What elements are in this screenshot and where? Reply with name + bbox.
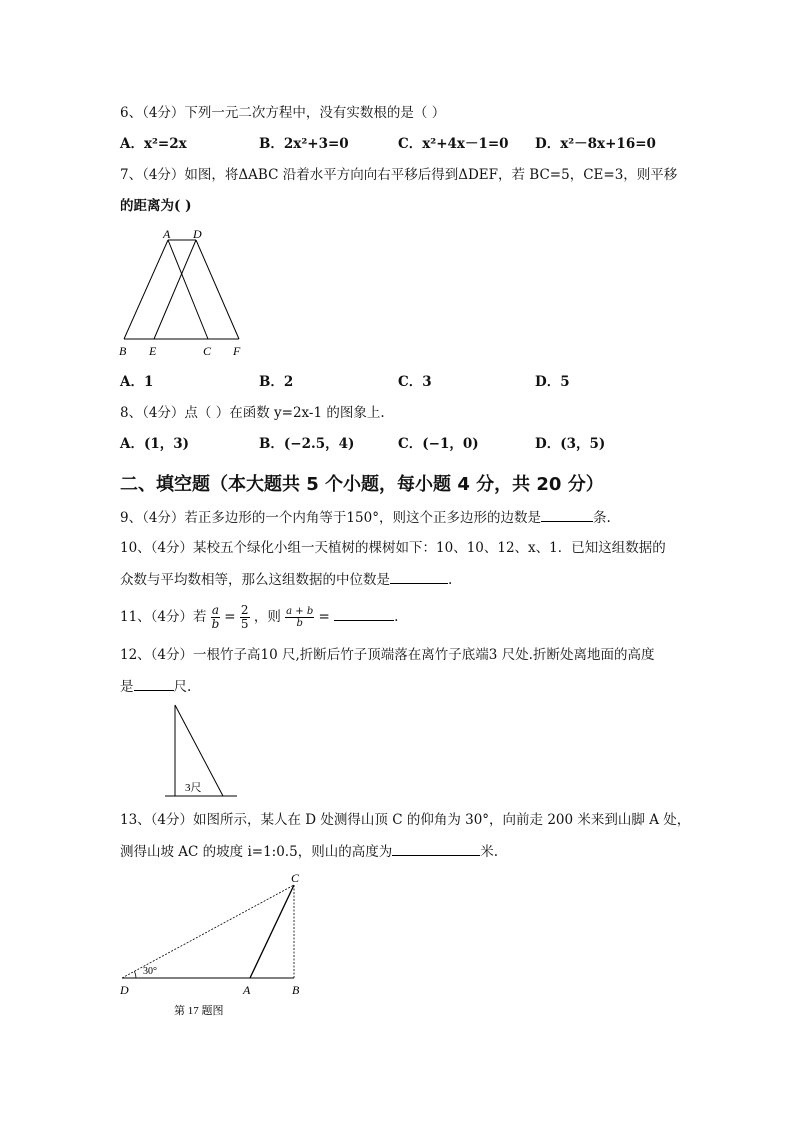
q8-option-c: C．(−1，0)	[398, 436, 479, 452]
q11-fraction-a-b	[211, 604, 220, 631]
q7-option-c: C．3	[398, 374, 432, 390]
q7-stem-line2: 的距离为( )	[120, 198, 192, 214]
q13-label-c: C	[291, 871, 300, 885]
q9-answer-blank[interactable]	[541, 507, 593, 522]
section-2-title: 二、填空题（本大题共 5 个小题，每小题 4 分，共 20 分）	[120, 474, 604, 495]
q7-label-a: A	[163, 227, 171, 241]
q7-label-b: B	[119, 344, 127, 358]
q13-line2-end: 米.	[480, 844, 498, 860]
q7-label-c: C	[203, 344, 212, 358]
q7-label-d: D	[193, 227, 202, 241]
q11-fraction-apb-b	[285, 606, 314, 629]
q12-line2-text: 是	[120, 679, 134, 695]
q13-answer-blank[interactable]	[392, 841, 480, 856]
q13-line2-text: 测得山坡 AC 的坡度 i=1:0.5，则山的高度为	[120, 844, 393, 860]
q13-label-a: A	[243, 983, 251, 997]
q11-end: .	[394, 609, 399, 625]
q11-stem	[120, 602, 398, 632]
q7-option-b: B．2	[259, 374, 294, 390]
q6-option-a: A．x²=2x	[120, 136, 187, 152]
q11-fraction-2-5	[240, 604, 250, 631]
q13-angle-label: 30°	[143, 966, 157, 977]
q7-stem-line1: 7、（4分）如图，将ΔABC 沿着水平方向向右平移后得到ΔDEF，若 BC=5，CE=3，则平移	[120, 167, 678, 183]
q11-frac1-num: a	[211, 603, 219, 617]
q11-frac2-num: 2	[240, 603, 249, 617]
q7-label-f: F	[233, 344, 241, 358]
q13-line2	[120, 841, 498, 862]
q11-mid: ，则	[253, 609, 281, 625]
q11-frac1-den: b	[211, 617, 220, 631]
q12-figure-label: 3尺	[185, 782, 202, 794]
q7-option-d: D．5	[535, 374, 570, 390]
q11-answer-blank[interactable]	[334, 606, 394, 621]
q8-option-b: B．(−2.5，4)	[259, 436, 355, 452]
q10-line2-end: .	[448, 572, 453, 588]
q6-option-c: C．x²+4x－1=0	[398, 136, 509, 152]
q11-prefix: 11、（4分）若	[120, 609, 207, 625]
q13-line-ac	[250, 885, 294, 978]
q11-frac3-num: a + b	[286, 606, 314, 617]
q9-stem	[120, 507, 611, 528]
q7-label-e: E	[149, 344, 157, 358]
q6-option-d: D．x²－8x+16=0	[535, 136, 656, 152]
q12-line1: 12、（4分）一根竹子高10 尺,折断后竹子顶端落在离竹子底端3 尺处.折断处离地面的高度	[120, 647, 655, 663]
q11-frac3-den: b	[296, 618, 303, 629]
q7-line-ab	[124, 240, 168, 339]
q9-stem-text: 9、（4分）若正多边形的一个内角等于150°，则这个正多边形的边数是	[120, 510, 541, 526]
q11-frac2-den: 5	[240, 617, 249, 631]
q8-stem: 8、（4分）点（ ）在函数 y=2x-1 的图象上.	[120, 405, 385, 421]
q13-figure	[112, 868, 312, 1018]
q12-answer-blank[interactable]	[134, 676, 174, 691]
q13-line1: 13、（4分）如图所示，某人在 D 处测得山顶 C 的仰角为 30°，向前走 200 米来到山脚 A 处，	[120, 812, 691, 828]
q13-caption: 第 17 题图	[174, 1005, 224, 1017]
q13-line-dc	[122, 885, 294, 978]
q10-answer-blank[interactable]	[390, 569, 448, 584]
q8-option-d: D．(3，5)	[535, 436, 606, 452]
q10-line2-text: 众数与平均数相等，那么这组数据的中位数是	[120, 572, 390, 588]
q6-stem: 6、（4分）下列一元二次方程中，没有实数根的是（ ）	[120, 105, 446, 121]
q6-option-b: B．2x²+3=0	[259, 136, 349, 152]
q10-line1: 10、（4分）某校五个绿化小组一天植树的棵树如下：10、10、12、x、1．已知这组数据的	[120, 540, 666, 556]
q7-figure	[110, 226, 260, 361]
q13-label-d: D	[120, 983, 129, 997]
q13-angle-arc	[135, 972, 137, 979]
q9-stem-end: 条.	[592, 510, 611, 526]
q11-equals-2: =	[318, 609, 330, 625]
q13-label-b: B	[292, 983, 300, 997]
q7-option-a: A．1	[120, 374, 154, 390]
q8-option-a: A．(1，3)	[120, 436, 190, 452]
q12-figure	[165, 700, 240, 800]
q12-line2	[120, 676, 191, 697]
q10-line2	[120, 569, 452, 590]
q11-equals: =	[224, 609, 236, 625]
q12-line2-end: 尺.	[173, 679, 192, 695]
q7-line-ed	[154, 240, 196, 339]
